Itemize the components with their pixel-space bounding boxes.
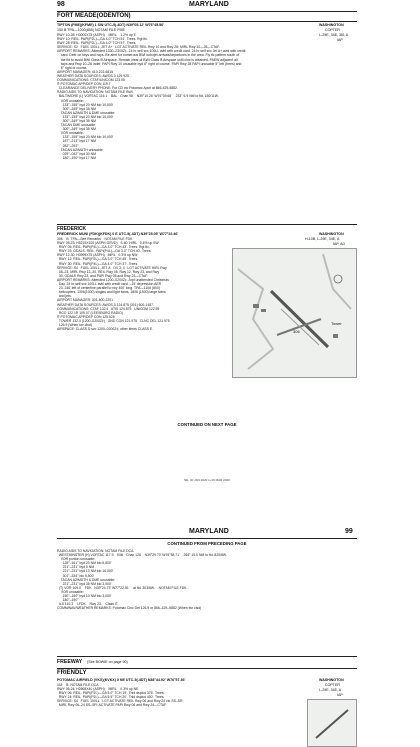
tipton-row2: 150 B TPA—1000(850) NOTAM FILE FME [57, 28, 125, 32]
potomac-details: 118 B NOTAM FILE DCA RWY 06-24: H2665X40 (ASPH) MIRL 0.3% up NE RWY 06: REIL. PAPI(P2L)—GA 5.0° TCH 19'. Thld dsplcd 376'. Trees. RWY 24: REIL. PAPI(P2L)—GA 5.5° TCH 20'. Thld dsplcd 400'. Trees. SERVICE: S4 FUEL 100LL LGT ACTIVATE REIL Rwy 06 and Rwy 24 ctc SS–SR; MIRL Rwy 06–24 SS–SR; ACTIVATE PAPI Rwy 06 and Rwy 24—CTAF. [57, 683, 184, 708]
section-heading-freeway: FREEWAY [57, 659, 83, 665]
page-header [57, 527, 357, 539]
section-rule [57, 668, 357, 669]
potomac-heading: POTOMAC AIRFIELD (VKX)(KVKX) 0 NE UTC-5(-4DT) N38°44.92' W76°57.36' [57, 678, 186, 682]
airport-diagram-graphic [233, 249, 356, 377]
section-rule [57, 224, 357, 225]
potomac-chart-label: WASHINGTON [319, 678, 344, 682]
building [253, 304, 259, 308]
tipton-chart-label: WASHINGTON [319, 23, 344, 27]
potomac-airport-diagram [307, 699, 357, 747]
page-number: 99 [345, 528, 353, 535]
tipton-copter: COPTER [325, 28, 340, 32]
potomac-diagram-graphic [308, 700, 356, 746]
state-title: MARYLAND [189, 528, 229, 535]
tipton-heading: TIPTON (FME)(KFME) 1 SW UTC-5(-4DT) N39°05.12' W76°45.56' [57, 23, 164, 27]
potomac-iap: IAP [337, 693, 343, 697]
frederick-chart-label: WASHINGTON [319, 232, 344, 236]
effective-dates-footer: NE, 30 JAN 2020 to 26 MAR 2020 [184, 478, 230, 482]
page-number: 98 [57, 1, 65, 8]
page-header [57, 0, 357, 12]
section-heading-frederick: FREDERICK [57, 226, 87, 232]
building [261, 309, 266, 312]
airport-diagram [232, 248, 357, 378]
tower-label: Tower [331, 321, 342, 326]
state-title: MARYLAND [189, 1, 229, 8]
directory-page-98 [57, 0, 357, 494]
section-heading-fort-meade: FORT MEADE(ODENTON) [57, 13, 131, 19]
field-elevation-label: 306 [293, 329, 300, 334]
tipton-iap: IAP [337, 38, 343, 42]
section-rule [57, 656, 357, 657]
section-rule [57, 21, 357, 22]
frederick-details: 306 B TPA—See Remarks NOTAM FILE FDK RWY 05-23: H5219X100 (ASPH-GRVD) S-60 HIRL 0.4% up SW RWY 05: REIL. PAPI(P4L)—GA 3.0° TCH 43'. Trees. Rgt tfc. RWY 23: ODALS. REIL. PAPI(P4L)—GA 3.0° TCH 40'. Trees. RWY 12-30: H3999X75 (ASPH) MIRL 0.3% up NW RWY 12: REIL. PAPI(P2L)—GA 3.0° TCH 45'. Trees. RWY 30: REIL. PAPI(P4L)—GA 4.0° TCH 37'. Trees. SERVICE: S4 FUEL 100LL, JET A OX 3, 4 LGT ACTIVATE HIRL Rwy 05–23, MIRL Rwy 12–30, REIL Rwy 05, Rwy 12, Rwy 23, and Rwy 30, ODALS Rwy 23, and PAPI Rwy 05 and Rwy 23—CTAF. AIRPORT REMARKS: Attended 1200–0200Z‡. Arpt unattended Christmas Day. 24 hr self svc 100LL avbl with credit card. –15' depression AER 23. 246' left of centerline parallel to rwy 400' long. TPA—1106 (800) helicopters, 1306(1000) singles and light twins, 1806 (1500) large twins and jets. AIRPORT MANAGER: 301-600-2201 WEATHER DATA SOURCES: AWOS-3 124.875 (301) 600-1457. COMMUNICATIONS: CTAF 132.4 ATIS 124.875 UNICOM 122.95 RCO 122.1R 109.07 (LEESBURG RADIO) ® POTOMAC APP/DEP CON 125.525 TOWER 132.4 (1200–0200Z‡) GND CON 121.975 CLNC DEL 121.975 126.9 (When twr clsd) AIRSPACE: CLASS D svc 1200–0200Z‡; other times CLASS E. [57, 237, 170, 332]
continued-on-next-page: CONTINUED ON NEXT PAGE [177, 422, 237, 427]
continued-from-preceding-page: CONTINUED FROM PRECEDING PAGE [167, 541, 247, 546]
page-gap [0, 494, 420, 527]
potomac-tac: L-29E, 34E, A [319, 688, 342, 692]
frederick-heading: FREDERICK MUNI (FDK)(KFDK) 0 E UTC-5(-4DT) N39°25.05' W77°22.46' [57, 232, 179, 236]
potomac-copter: COPTER [325, 683, 340, 687]
tipton-details: RWY 10-28: H3000X75 (ASPH) MIRL 1.2% up E RWY 10: REIL. PAPI(P2L)—GA 4.0° TCH 51'. Trees. Rgt tfc. RWY 28: REIL. PAPI(P2L)—GA 4.0° TCH 57'. Trees. SERVICE: S2 FUEL 100LL, JET A+ LGT ACTIVATE REIL Rwy 10 and Rwy 28; MIRL Rwy 10—28—CTAF. AIRPORT REMARKS: Attended 1330–2300Z‡. 24 hr self svc 100LL avbl with credit card. 24 hr self svc Jet A+ avbl with credit card. Deer on twys and rwys. Be alert for numerous BWI turbojet arrivals/departures in the area. Fly tfc pattern south of the fld to avoid BWI Class B Airspace. Remain clear of BWI Class B Airspace until clnc is obtained. PAEW adjacent all twys and Rwy 10–28 indef. PAPI Rwy 10 unusable byd 6° right of course. PAPI Rwy 28 PAPI unusable 5° left (trees) and 8° right of course. AIRPORT MANAGER: 410-222-6815 WEATHER DATA SOURCES: AWOS-3 129.925. COMMUNICATIONS: CTAF/UNICOM 123.05 ® POTOMAC APP/DEP CON 119.7 CLEARANCE DELIVERY PHONE: For CD ctc Potomac Apch at 866-429-5882. RADIO AIDS TO NAVIGATION: NOTAM FILE BWI. BALTIMORE (L) VORTAC 115.1 BAL Chan 98 N39°10.26' W76°39.68' 233° 6.9 NM to fld. 150/11W. VOR unusable: 133°–155° byd 20 NM blo 10,000' 300°–349° byd 35 NM TACAN AZIMUTH & DME unusable: 133°–155° byd 20 NM blo 10,000' 300°–349° byd 35 NM TACAN DME unusable: 300°–349° byd 35 NM VOR unusable: 133°–155° byd 20 NM blo 10,000' 187°–213° byd 17 NM 282°–292° TACAN AZIMUTH unusable: 029°–042° byd 30 NM 180°–190° byd 17 NM [57, 33, 246, 160]
freeway-reference: (See BOWIE on page 90) [87, 660, 128, 664]
tipton-tac: L-29E, 34E, 36I, A [319, 33, 349, 37]
frederick-tac: H-10B, L-29E, 34E, A [305, 237, 340, 241]
directory-page-99 [57, 527, 357, 747]
building [333, 334, 338, 338]
frederick-iap: IAP, AD [333, 242, 346, 246]
frederick-navaids: RADIO AIDS TO NAVIGATION: NOTAM FILE DCA. WESTMINSTER (H) VORTAC 117.9 EMI Chan 126 N39°29.70' W76°58.71' 264° 19.0 NM to fld. 820/8W. VOR portion unusable: 128°–161° byd 20 NM blo 6,500' 221°–231° byd 5 NM 221°–231° byd 13 NM blo 16,000' 301°–334° blo 5,500' TACAN AZIMUTH & DME unusable: 221°–231° byd 35 NM blo 3,000' (T) VOR 109.0 FDK N39°24.73' W77°22.51' at fld. 303/8W. NOTAM FILE FDK. VOR unusable: 150°–160° byd 10 NM blo 3,000' 180°–190° ILS 110.3 I-FDK Rwy 23. Class IT. COMM/NAV/WEATHER REMARKS: Potomac Clnc Del 126.9 or 866–429–5882 (When twr clsd) [57, 549, 227, 611]
section-heading-friendly: FRIENDLY [57, 670, 87, 676]
